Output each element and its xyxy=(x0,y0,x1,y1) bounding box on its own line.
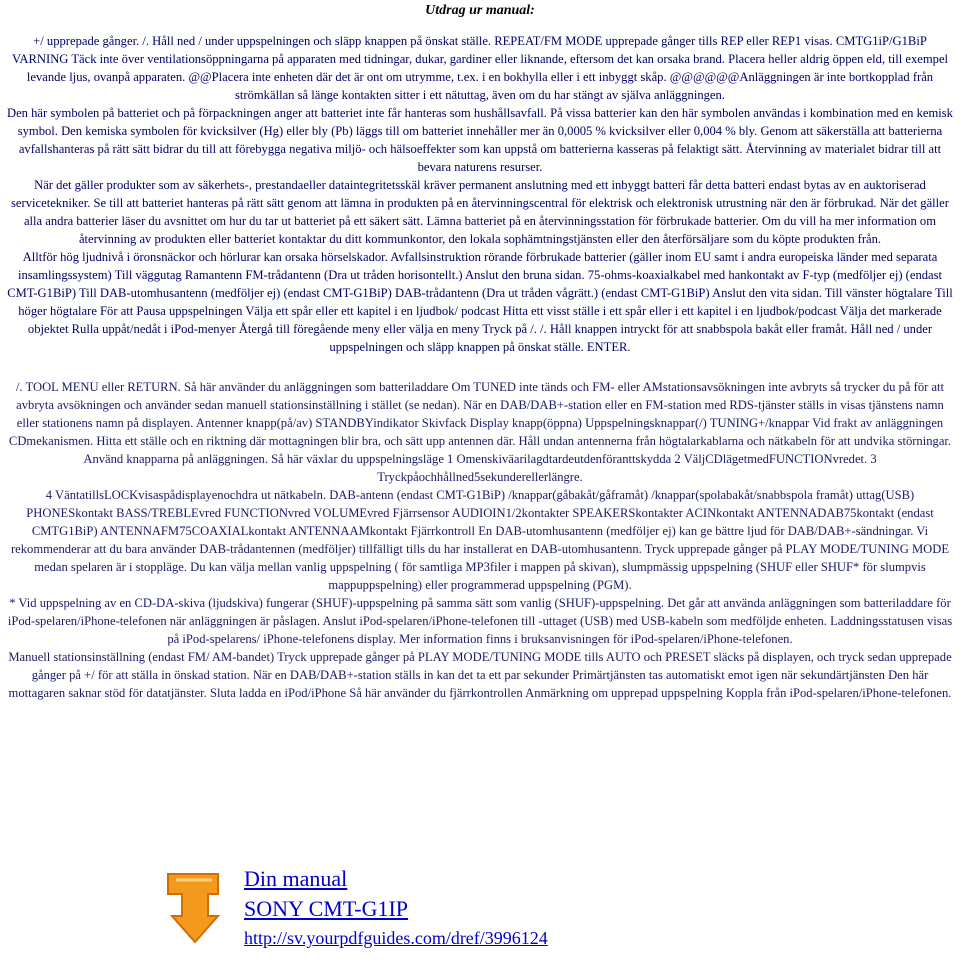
manual-url-link[interactable]: http://sv.yourpdfguides.com/dref/3996124 xyxy=(244,928,548,948)
paragraph-6: 4 VäntatillsLOCKvisaspådisplayenochdra ut nätkabeln. DAB-antenn (endast CMT-G1BiP) /knappar(gåbakåt/gåframåt) /knappar(spolabakåt/snabbspola framåt) uttag(USB) PHONESkontakt BASS/TREBLEvred FUNCTIONvred VOLUMEvred Fjärrsensor AUDIOIN1/2kontakter SPEAKERSkontakter ACINkontakt ANTENNADAB75kontakt (endast CMTG1BiP) ANTENNAFM75COAXIALkontakt ANTENNAAMkontakt Fjärrkontroll En DAB-utomhusantenn (medföljer ej) kan ge bättre ljud för DAB/DAB+-sändningar. Vi rekommenderar att du bara använder DAB-trådantennen (medföljer) tillfälligt tills du har installerat en DAB-utomhusantenn. Tryck upprepade gånger på PLAY MODE/TUNING MODE medan spelaren är i stoppläge. Du kan välja mellan vanlig uppspelning ( för samtliga MP3filer i mappen på skivan), slumpmässig uppspelning (SHUF eller SHUF* för slumpvis mappuppspelning) eller programmerad uppspelning (PGM). xyxy=(10,488,950,592)
paragraph-1: +/ upprepade gånger. /. Håll ned / under uppspelningen och släpp knappen på önskat ställe. REPEAT/FM MODE upprepade gånger tills REP eller REP1 visas. CMTG1iP/G1BiP VARNING Täck inte över ventilationsöppningarna på apparaten med tidningar, dukar, gardiner eller liknande, eftersom det kan orsaka brand. Placera heller aldrig öppen eld, till exempel levande ljus, ovanpå apparaten. @@Placera inte enheten där det är ont om utrymme, t.ex. i en bokhylla eller i ett inbyggt skåp. @@@@@@Anläggningen är inte bortkopplad från strömkällan så länge kontakten sitter i ett nätuttag, även om du har stängt av själva anläggningen. xyxy=(11,34,949,102)
manual-links xyxy=(244,864,548,950)
footer xyxy=(162,864,548,950)
section-gap xyxy=(0,356,960,378)
paragraph-8: Manuell stationsinställning (endast FM/ AM-bandet) Tryck upprepade gånger på PLAY MODE/TUNING MODE tills AUTO och PRESET släcks på displayen, och tryck sedan upprepade gånger på +/ för att ställa in önskad station. När en DAB/DAB+-station ställs in kan det ta ett par sekunder Primärtjänsten tas automatiskt emot igen när sekundärtjänsten Den här mottagaren saknar stöd för datatjänster. Sluta ladda en iPod/iPhone Så här använder du fjärrkontrollen Anmärkning om upprepad uppspelning Koppla från iPod-spelaren/iPhone-telefonen. xyxy=(8,650,952,700)
download-arrow-icon xyxy=(162,864,232,948)
din-manual-link[interactable]: Din manual xyxy=(244,866,348,891)
product-link[interactable]: SONY CMT-G1IP xyxy=(244,896,409,921)
paragraph-2: Den här symbolen på batteriet och på förpackningen anger att batteriet inte får hanteras som hushållsavfall. På vissa batterier kan den här symbolen användas i kombination med en kemisk symbol. Den kemiska symbolen för kvicksilver (Hg) eller bly (Pb) läggs till om batteriet innehåller mer än 0,0005 % kvicksilver eller 0,004 % bly. Genom att säkerställa att batterierna avfallshanteras på rätt sätt bidrar du till att förebygga negativa miljö- och hälsoeffekter som kan uppstå om batterierna kasseras på felaktigt sätt. Återvinning av materialet bidrar till att bevara naturens resurser. xyxy=(7,106,953,174)
paragraph-3: När det gäller produkter som av säkerhets-, prestandaeller dataintegritetsskäl kräver permanent anslutning med ett inbyggt batteri får detta batteri endast bytas av en auktoriserad servicetekniker. Se till att batteriet hanteras på rätt sätt genom att lämna in produkten på en återvinningscentral för elektrisk och elektronisk utrustning när den är förbrukad. När det gäller alla andra batterier läser du avsnittet om hur du tar ut batteriet på ett säkert sätt. Lämna batteriet på en återvinningsstation för förbrukade batterier. Om du vill ha mer information om återvinning av produkten eller batteriet kontaktar du ditt kommunkontor, den lokala sophämtningstjänsten eller den återförsäljare som du köpte produkten från. xyxy=(11,178,949,246)
manual-excerpt-part-1 xyxy=(0,32,960,356)
paragraph-4: Alltför hög ljudnivå i öronsnäckor och hörlurar kan orsaka hörselskador. Avfallsinstruktion rörande förbrukade batterier (gäller inom EU samt i andra europeiska länder med separata insamlingssystem) Till väggutag Ramantenn FM-trådantenn (Dra ut tråden horisontellt.) Anslut den bruna sidan. 75-ohms-koaxialkabel med hankontakt av F-typ (medföljer ej) (endast CMT-G1BiP) Till DAB-utomhusantenn (medföljer ej) (endast CMT-G1BiP) DAB-trådantenn (Dra ut tråden vågrätt.) (endast CMT-G1BiP) Anslut den vita sidan. Till vänster högtalare Till höger högtalare För att Pausa uppspelningen Välja ett spår eller ett kapitel i en ljudbok/ podcast Hitta ett visst ställe i ett spår eller i ett kapitel i en ljudbok/podcast Välja det markerade objektet Rulla uppåt/nedåt i iPod-menyer Återgå till föregående meny eller välja en meny Tryck på /. /. Håll knappen intryckt för att snabbspola bakåt eller framåt. Håll ned / under uppspelningen och släpp knappen på önskat ställe. ENTER. xyxy=(7,250,953,354)
paragraph-5: /. TOOL MENU eller RETURN. Så här använder du anläggningen som batteriladdare Om TUNED inte tänds och FM- eller AMstationsavsökningen inte avbryts så trycker du på för att avbryta avsökningen och använder sedan manuell stationsinställning i stället (se nedan). När en DAB/DAB+-station eller en FM-station med RDS-tjänster ställs in visas tjänstens namn eller stationens namn på displayen. Antenner knapp(på/av) STANDBYindikator Skivfack Display knapp(öppna) Uppspelningsknappar(/) TUNING+/knappar Vid frakt av anläggningen CDmekanismen. Hitta ett ställe och en riktning där mottagningen blir bra, och sätt upp antennen där. Håll undan antennerna från högtalarkablarna och nätkabeln för att undvika störningar. Använd knapparna på anläggningen. Så här växlar du uppspelningsläge 1 Omenskiväarilagdtardeutdenföranttskydda 2 VäljCDlägetmedFUNCTIONvredet. 3 Tryckpåochhållned5sekunderellerlängre. xyxy=(8,380,952,484)
paragraph-7: * Vid uppspelning av en CD-DA-skiva (ljudskiva) fungerar (SHUF)-uppspelning på samma sätt som vanlig (SHUF)-uppspelning. Det går att använda anläggningen som batteriladdare för iPod-spelaren/iPhone-telefonen när anläggningen är påslagen. Anslut iPod-spelaren/iPhone-telefonen till -uttaget (USB) med USB-kabeln som medföljde enheten. Laddningsstatusen visas på iPod-spelarens/ iPhone-telefonens display. Mer information finns i bruksanvisningen för iPod-spelaren/iPhone-telefonen. xyxy=(7,596,953,646)
page-title: Utdrag ur manual: xyxy=(425,3,535,18)
manual-excerpt-part-2 xyxy=(0,378,960,702)
